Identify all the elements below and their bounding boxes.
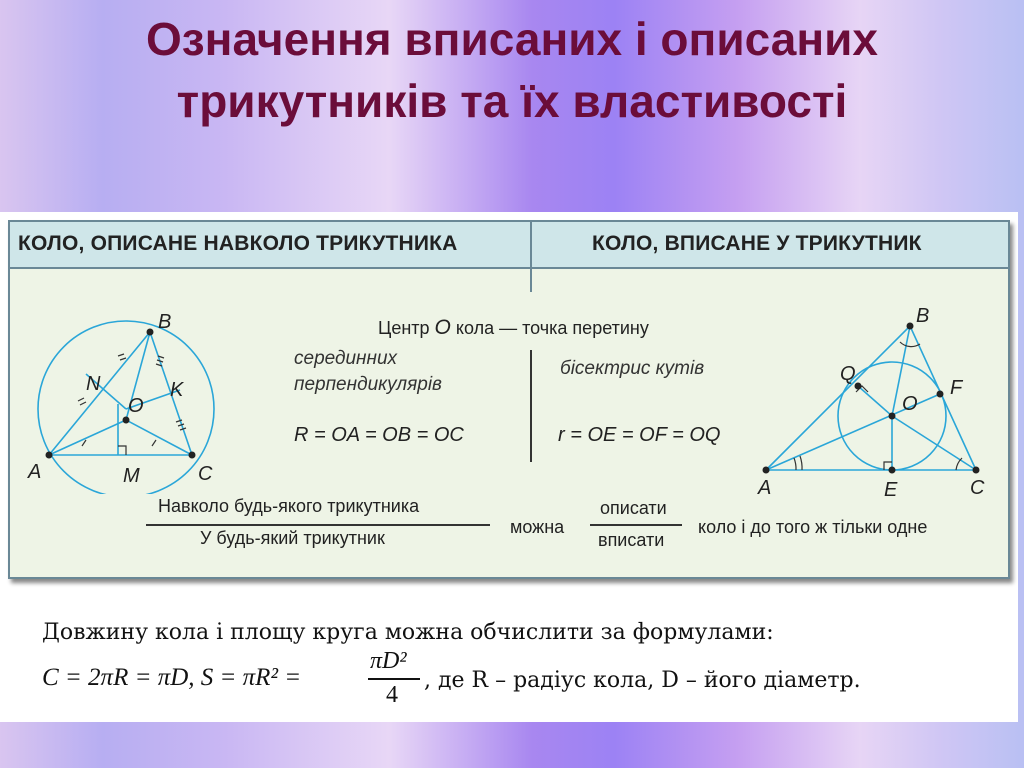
header-inscribed: КОЛО, ВПИСАНЕ У ТРИКУТНИК (592, 232, 922, 255)
header-circumscribed: КОЛО, ОПИСАНЕ НАВКОЛО ТРИКУТНИКА (18, 232, 458, 255)
middle-divider (530, 350, 532, 462)
label-m: M (123, 465, 140, 487)
rule-top-right: описати (600, 498, 667, 518)
properties-table (8, 220, 1010, 579)
center-label-post: кола — точка перетину (455, 318, 649, 338)
left-kind-line1: серединних (294, 348, 398, 369)
inscribed-figure (744, 298, 998, 498)
rule-middle: можна (510, 517, 565, 537)
rule-left-line (146, 524, 490, 526)
fraction-denominator: 4 (386, 682, 398, 708)
label-q: Q (840, 363, 856, 385)
label-b: B (916, 305, 930, 327)
left-formula: R = OA = OB = OC (294, 424, 464, 446)
label-c: C (198, 463, 213, 485)
right-formula: r = OE = OF = OQ (558, 424, 721, 446)
label-f: F (950, 377, 963, 399)
rule-top-left: Навколо будь-якого трикутника (158, 496, 420, 516)
fraction-numerator: πD² (370, 648, 407, 674)
table-header (10, 222, 1008, 269)
label-n: N (86, 373, 101, 395)
label-o: O (128, 395, 144, 417)
rule-right-line (590, 524, 682, 526)
label-c: C (970, 477, 985, 498)
label-b: B (158, 311, 172, 333)
label-k: K (170, 379, 184, 401)
label-o: O (902, 393, 918, 415)
label-a: A (758, 477, 772, 498)
title-line-2: трикутників та їх властивості (176, 75, 848, 127)
radius-oq (858, 386, 892, 416)
page-title (0, 8, 1024, 132)
center-definition (378, 316, 649, 340)
left-kind-line2: перпендикулярів (294, 374, 442, 395)
title-line-1: Означення вписаних і описаних (146, 13, 878, 65)
rule-end: коло і до того ж тільки одне (698, 517, 928, 537)
content-panel (0, 212, 1018, 722)
center-letter: O (434, 316, 451, 339)
formulas-intro: Довжину кола і площу круга можна обчислити за формулами: (42, 620, 774, 645)
center-label-pre: Центр (378, 318, 430, 338)
label-a: A (28, 461, 42, 483)
header-separator (530, 222, 532, 292)
circumscribed-figure (20, 294, 230, 494)
label-e: E (884, 479, 898, 498)
rule-bottom-right: вписати (598, 530, 665, 550)
right-kind: бісектрис кутів (560, 358, 705, 379)
formula-part-2: , де R – радіус кола, D – його діаметр. (424, 668, 861, 693)
fraction-line (368, 678, 420, 680)
rule-bottom-left: У будь-який трикутник (200, 528, 385, 548)
segment-oa (49, 420, 126, 455)
formula-part-1: C = 2πR = πD, S = πR² = (42, 664, 302, 691)
